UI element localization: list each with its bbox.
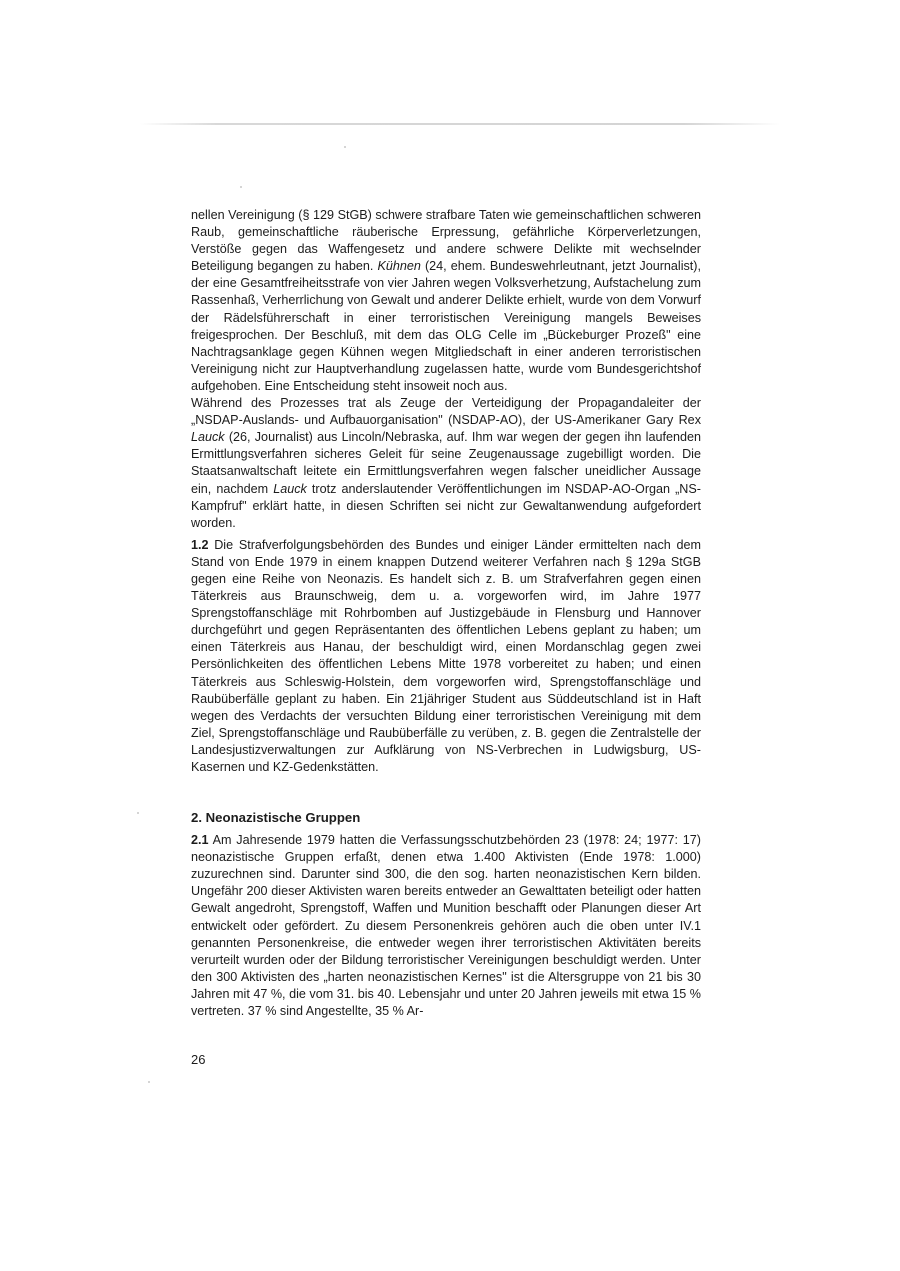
paragraph-section-1-2 — [191, 537, 701, 776]
scan-speck — [137, 812, 139, 814]
scan-speck — [240, 186, 242, 188]
section-number: 2.1 — [191, 833, 209, 848]
section-gap — [191, 776, 701, 810]
section-number: 1.2 — [191, 537, 209, 552]
paragraph-text: nellen Vereinigung (§ 129 StGB) schwere strafbare Taten wie gemeinschaftlichen schweren Raub, gemeinschaftliche räuberische Erpressung, gefährliche Körperverletzungen, Verstöße gegen das Waffengesetz und andere schwere Delikte mit wechselnder Beteiligung begangen zu haben. — [191, 208, 701, 274]
paragraph-text: Während des Prozesses trat als Zeuge der Verteidigung der Propagandaleiter der „NSDAP-Auslands- und Aufbauorganisation" (NSDAP-AO), der US-Amerikaner Gary Rex — [191, 396, 701, 428]
paragraph-text: Am Jahresende 1979 hatten die Verfassungsschutzbehörden 23 (1978: 24; 1977: 17) neonazistische Gruppen erfaßt, denen etwa 1.400 Aktivisten (Ende 1978: 1.000) zuzurechnen sind. Darunter sind 300, die den sog. harten neonazistischen Kern bilden. Ungefähr 200 dieser Aktivisten waren bereits entweder an Gewalttaten beteiligt oder hatten Gewalt angedroht, Sprengstoff, Waffen und Munition beschafft oder Planungen dieser Art entwickelt oder gefördert. Zu diesem Personenkreis gehören auch die oben unter IV.1 genannten Personenkreise, die entweder wegen ihrer terroristischen Aktivitäten bereits verurteilt wurden oder der Bildung terroristischer Vereinigungen beschuldigt werden. Unter den 300 Aktivisten des „harten neonazistischen Kernes" ist die Altersgruppe von 21 bis 30 Jahren mit 47 %, die vom 31. bis 40. Lebensjahr und unter 20 Jahren jeweils mit etwa 15 % vertreten. 37 % sind Angestellte, 35 % Ar- — [191, 833, 701, 1019]
section-heading: 2. Neonazistische Gruppen — [191, 810, 361, 826]
paragraph-continued — [191, 207, 701, 395]
text-column — [191, 207, 701, 1020]
paragraph-section-2-1 — [191, 832, 701, 1020]
scan-speck — [344, 146, 346, 148]
scan-top-rule — [140, 123, 780, 125]
scan-speck — [148, 1081, 150, 1083]
italic-name: Kühnen — [377, 259, 421, 274]
paragraph-witness — [191, 395, 701, 532]
italic-name: Lauck — [191, 430, 225, 445]
paragraph-text: Die Strafverfolgungsbehörden des Bundes und einiger Länder ermittelten nach dem Stand von Ende 1979 in einem knappen Dutzend weiterer Verfahren nach § 129a StGB gegen eine Reihe von Neonazis. Es handelt sich z. B. um Strafverfahren gegen einen Täterkreis aus Braunschweig, dem u. a. vorgeworfen wird, im Jahre 1977 Sprengstoffanschläge mit Rohrbomben auf Justizgebäude in Flensburg und Hannover durchgeführt und gegen Repräsentanten des öffentlichen Lebens geplant zu haben; um einen Täterkreis aus Hanau, der beschuldigt wird, einen Mordanschlag gegen zwei Persönlichkeiten des öffentlichen Lebens Mitte 1978 vorbereitet zu haben; und einen Täterkreis aus Schleswig-Holstein, dem vorgeworfen wird, Sprengstoffanschläge und Raubüberfälle geplant zu haben. Ein 21jähriger Student aus Süddeutschland ist in Haft wegen des Verdachts der versuchten Bildung einer terroristischen Vereinigung mit dem Ziel, Sprengstoffanschläge und Raubüberfälle zu verüben, z. B. gegen die Zentralstelle der Landesjustizverwaltungen zur Aufklärung von NS-Verbrechen in Ludwigsburg, US-Kasernen und KZ-Gedenkstätten. — [191, 537, 701, 774]
paragraph-text: (24, ehem. Bundeswehrleutnant, jetzt Journalist), der eine Gesamtfreiheitsstrafe von vier Jahren wegen Volksverhetzung, Aufstachelung zum Rassenhaß, Verherrlichung von Gewalt und anderer Delikte erhielt, wurde von dem Vorwurf der Rädelsführerschaft in einer terroristischen Vereinigung mangels Beweises freigesprochen. Der Beschluß, mit dem das OLG Celle im „Bückeburger Prozeß" eine Nachtragsanklage gegen Kühnen wegen Mitgliedschaft in einer anderen terroristischen Vereinigung nicht zur Hauptverhandlung zugelassen hatte, wurde vom Bundesgerichtshof aufgehoben. Eine Entscheidung steht insoweit noch aus. — [191, 259, 701, 393]
paragraph-text: (26, Journalist) aus Lincoln/Nebraska, auf. Ihm war wegen der gegen ihn laufenden Ermittlungsverfahren sicheres Geleit für seine Zeugenaussage zugebilligt worden. Die Staatsanwaltschaft leitete ein Ermittlungsverfahren wegen falscher uneidlicher Aussage ein, nachdem — [191, 430, 701, 496]
page-number: 26 — [191, 1052, 206, 1067]
italic-name: Lauck — [273, 481, 307, 496]
paragraph-text: trotz anderslautender Veröffentlichungen im NSDAP-AO-Organ „NS-Kampfruf" erklärt hatte, in diesen Schriften sei nicht zur Gewaltanwendung aufgefordert worden. — [191, 481, 701, 530]
